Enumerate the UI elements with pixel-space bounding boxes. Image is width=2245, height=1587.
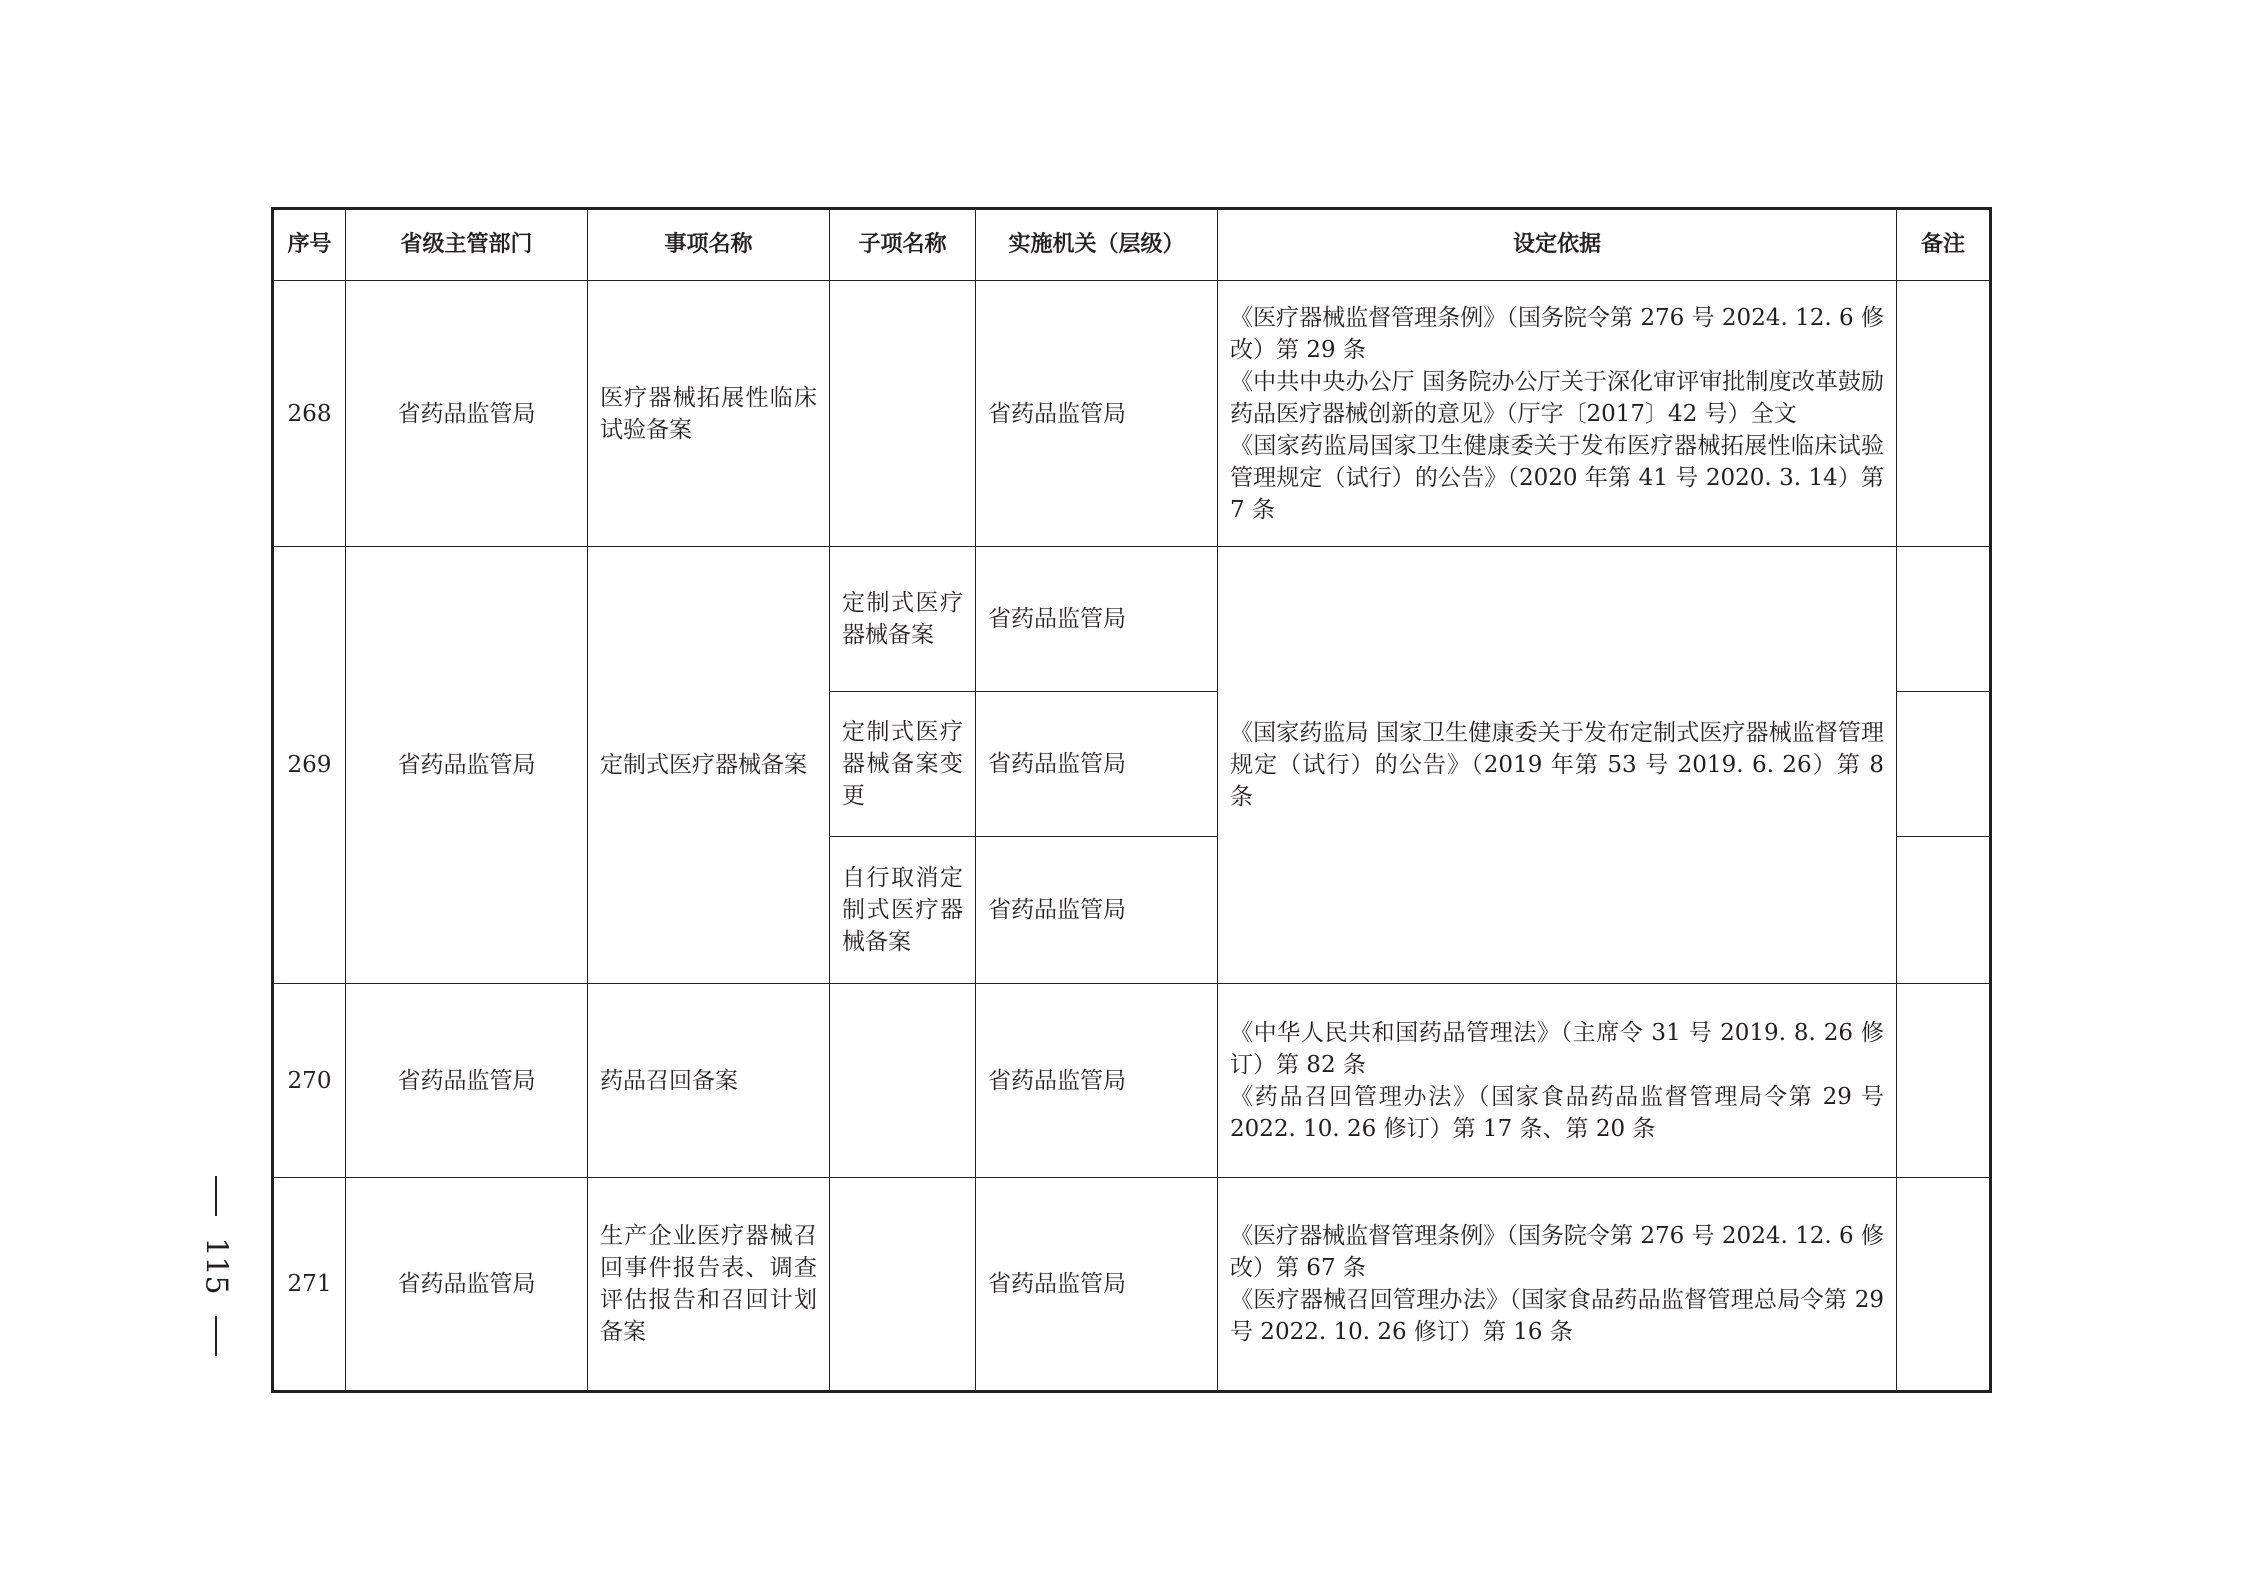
table-row bbox=[273, 984, 1991, 1178]
header-dept: 省级主管部门 bbox=[346, 209, 588, 281]
row-item: 生产企业医疗器械召回事件报告表、调查评估报告和召回计划备案 bbox=[588, 1178, 830, 1392]
row-subitem bbox=[830, 984, 976, 1178]
page-number-dash-bottom bbox=[215, 1316, 217, 1356]
row-remark bbox=[1897, 692, 1991, 837]
page-number bbox=[196, 1176, 236, 1356]
basis-line: 《医疗器械监督管理条例》（国务院令第 276 号 2024. 12. 6 修改）第 29 条 bbox=[1230, 304, 1884, 363]
table-row bbox=[273, 547, 1991, 692]
table-header-row bbox=[273, 209, 1991, 281]
row-agency: 省药品监管局 bbox=[976, 692, 1218, 837]
row-remark bbox=[1897, 984, 1991, 1178]
row-dept: 省药品监管局 bbox=[346, 1178, 588, 1392]
header-item: 事项名称 bbox=[588, 209, 830, 281]
items-table bbox=[271, 207, 1992, 1393]
row-remark bbox=[1897, 547, 1991, 692]
row-agency: 省药品监管局 bbox=[976, 547, 1218, 692]
page-number-dash-top bbox=[215, 1176, 217, 1216]
row-dept: 省药品监管局 bbox=[346, 547, 588, 984]
basis-line: 《国家药监局国家卫生健康委关于发布医疗器械拓展性临床试验管理规定（试行）的公告》（2020 年第 41 号 2020. 3. 14）第 7 条 bbox=[1230, 432, 1884, 523]
basis-line: 《药品召回管理办法》（国家食品药品监督管理局令第 29 号 2022. 10. 26 修订）第 17 条、第 20 条 bbox=[1230, 1083, 1884, 1142]
header-agency: 实施机关（层级） bbox=[976, 209, 1218, 281]
table-row bbox=[273, 1178, 1991, 1392]
table-row bbox=[273, 281, 1991, 547]
row-dept: 省药品监管局 bbox=[346, 984, 588, 1178]
row-agency: 省药品监管局 bbox=[976, 984, 1218, 1178]
row-subitem: 定制式医疗器械备案 bbox=[830, 547, 976, 692]
row-dept: 省药品监管局 bbox=[346, 281, 588, 547]
row-agency: 省药品监管局 bbox=[976, 281, 1218, 547]
page-number-text: 115 bbox=[199, 1237, 235, 1295]
row-seq: 271 bbox=[273, 1178, 346, 1392]
row-item: 定制式医疗器械备案 bbox=[588, 547, 830, 984]
basis-line: 《中华人民共和国药品管理法》（主席令 31 号 2019. 8. 26 修订）第 82 条 bbox=[1230, 1019, 1884, 1078]
row-agency: 省药品监管局 bbox=[976, 837, 1218, 984]
row-item: 药品召回备案 bbox=[588, 984, 830, 1178]
row-remark bbox=[1897, 1178, 1991, 1392]
row-item: 医疗器械拓展性临床试验备案 bbox=[588, 281, 830, 547]
basis-line: 《中共中央办公厅 国务院办公厅关于深化审评审批制度改革鼓励药品医疗器械创新的意见》（厅字〔2017〕42 号）全文 bbox=[1230, 368, 1884, 427]
row-subitem: 自行取消定制式医疗器械备案 bbox=[830, 837, 976, 984]
header-remark: 备注 bbox=[1897, 209, 1991, 281]
row-seq: 270 bbox=[273, 984, 346, 1178]
row-agency: 省药品监管局 bbox=[976, 1178, 1218, 1392]
row-remark bbox=[1897, 281, 1991, 547]
header-subitem: 子项名称 bbox=[830, 209, 976, 281]
header-seq: 序号 bbox=[273, 209, 346, 281]
row-basis: 《国家药监局 国家卫生健康委关于发布定制式医疗器械监督管理规定（试行）的公告》（2019 年第 53 号 2019. 6. 26）第 8 条 bbox=[1218, 547, 1897, 984]
basis-line: 《医疗器械召回管理办法》（国家食品药品监督管理总局令第 29 号 2022. 10. 26 修订）第 16 条 bbox=[1230, 1287, 1884, 1345]
row-subitem bbox=[830, 1178, 976, 1392]
row-remark bbox=[1897, 837, 1991, 984]
header-basis: 设定依据 bbox=[1218, 209, 1897, 281]
row-seq: 268 bbox=[273, 281, 346, 547]
row-subitem bbox=[830, 281, 976, 547]
row-basis bbox=[1218, 1178, 1897, 1392]
row-basis bbox=[1218, 281, 1897, 547]
row-seq: 269 bbox=[273, 547, 346, 984]
row-basis bbox=[1218, 984, 1897, 1178]
row-subitem: 定制式医疗器械备案变更 bbox=[830, 692, 976, 837]
basis-line: 《医疗器械监督管理条例》（国务院令第 276 号 2024. 12. 6 修改）第 67 条 bbox=[1230, 1223, 1884, 1281]
